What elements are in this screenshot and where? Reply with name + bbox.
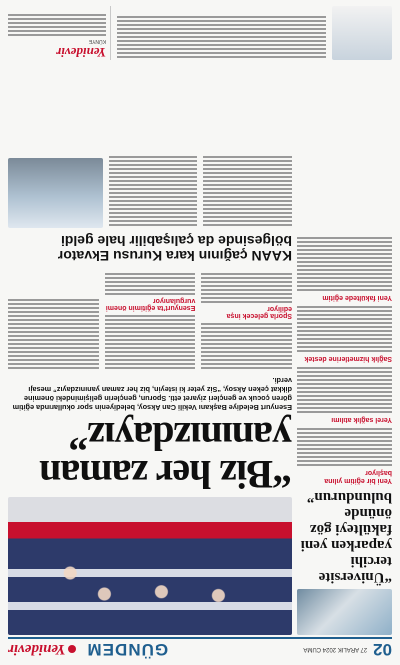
lead-paragraph: Esenyurt Belediye Başkanı Vekili Can Aksoy, belediyenin spor okullarında eğitim gören çocuk ve gençleri ziyaret etti. Sporun, gençlerin gelişimindeki önemine dikkat çeken Aksoy, “Siz yeter ki isteyin, biz her zaman yanınızdayız” mesajı verdi. bbox=[12, 376, 292, 412]
body-text bbox=[201, 273, 292, 303]
sidebar-block bbox=[297, 237, 392, 301]
body-text bbox=[105, 315, 196, 369]
story-subhead: Esenyurt’ta eğitimin önemi vurgulanıyor bbox=[105, 297, 196, 311]
sidebar-block bbox=[297, 306, 392, 362]
story-subhead: Sporla gelecek inşa ediliyor bbox=[226, 305, 292, 319]
sidebar-block bbox=[297, 428, 392, 484]
secondary-body bbox=[8, 154, 292, 228]
body-text bbox=[297, 306, 392, 352]
body-text bbox=[297, 237, 392, 291]
sidebar-headline: “Üniversite tercihi yaparken yeni fakülteyi göz önünde bulundurun” bbox=[300, 489, 392, 585]
imprint-brand-name: Yenidevir bbox=[56, 45, 106, 60]
imprint-text bbox=[8, 14, 106, 36]
logo-icon bbox=[69, 645, 77, 653]
story-columns bbox=[8, 271, 292, 371]
imprint-box bbox=[8, 6, 111, 60]
sidebar-photo bbox=[297, 589, 392, 635]
sidebar-block-head: Yeni bir eğitim yılına başlıyor bbox=[324, 469, 392, 484]
story-column bbox=[109, 154, 198, 228]
story-column bbox=[204, 154, 293, 228]
sidebar-block bbox=[297, 367, 392, 423]
brand-logo bbox=[8, 641, 77, 658]
footer-photo bbox=[332, 6, 392, 60]
brand-name: Yenidevir bbox=[8, 641, 66, 658]
main-headline: “Biz her zaman yanınızdayız” bbox=[40, 414, 292, 497]
story-column bbox=[201, 271, 292, 371]
sidebar-block-head: Yerel sağlık atılımı bbox=[331, 416, 392, 423]
sidebar-story bbox=[297, 12, 392, 635]
page-number: 02 bbox=[373, 640, 392, 659]
body-text bbox=[8, 299, 99, 369]
secondary-photo bbox=[8, 158, 103, 228]
imprint-logo bbox=[8, 44, 106, 60]
imprint-title: KÜNYE bbox=[88, 38, 106, 44]
sidebar-block-head: Yeni fakültede eğitim bbox=[322, 294, 392, 301]
hero-photo bbox=[8, 497, 292, 635]
story-column bbox=[117, 6, 326, 60]
body-text bbox=[204, 156, 293, 226]
page-footer bbox=[8, 6, 392, 60]
secondary-headline: KAAN çağının kara Kurusu Ekvator bölgesinde da çalışabilir hale geldi bbox=[57, 233, 292, 264]
body-text bbox=[117, 16, 326, 58]
page-header bbox=[8, 637, 392, 659]
body-text bbox=[201, 323, 292, 369]
main-story bbox=[8, 271, 292, 635]
secondary-story bbox=[8, 154, 292, 263]
dateline: 27 ARALIK 2024 CUMA bbox=[303, 646, 368, 652]
body-text bbox=[109, 156, 198, 226]
story-column bbox=[8, 271, 99, 371]
body-text bbox=[105, 273, 196, 295]
body-text bbox=[297, 367, 392, 413]
sidebar-block-head: Sağlık hizmetlerine destek bbox=[304, 355, 392, 362]
body-text bbox=[297, 428, 392, 466]
section-title: GÜNDEM bbox=[86, 640, 169, 659]
story-column bbox=[105, 271, 196, 371]
